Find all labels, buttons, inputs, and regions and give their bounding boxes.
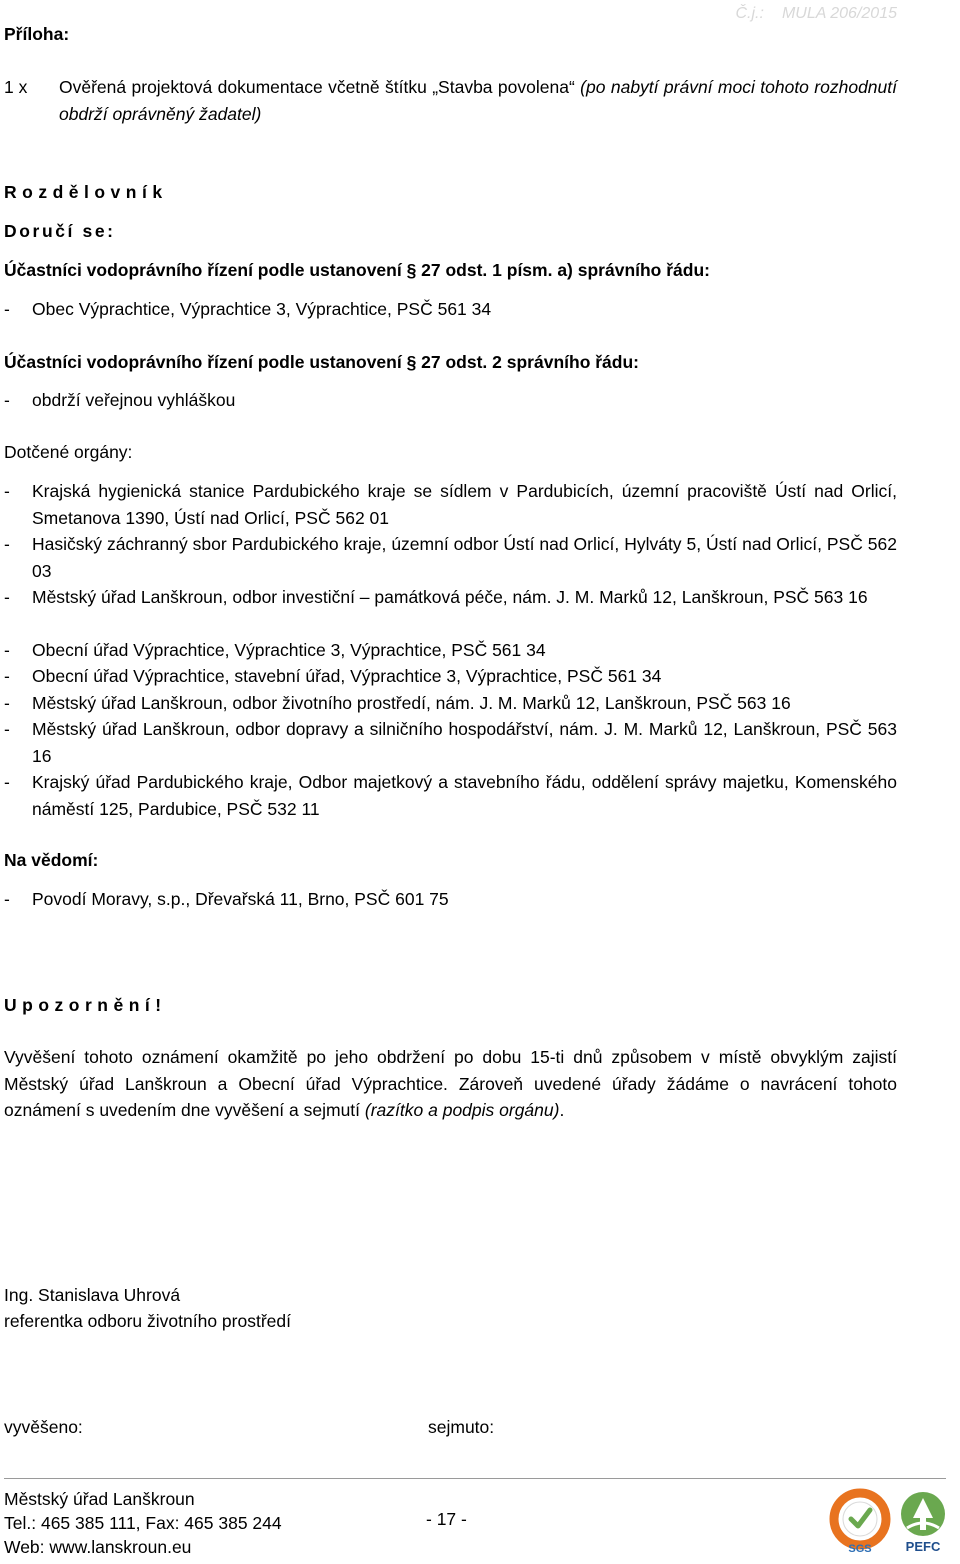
signature-name: Ing. Stanislava Uhrová (4, 1285, 181, 1305)
footer-divider (4, 1478, 946, 1479)
list-item: - Krajská hygienická stanice Pardubického kraje se sídlem v Pardubicích, územní pracoviště Ústí nad Orlicí, Smetanova 1390, Ústí nad Orlicí, PSČ 562 01 (4, 481, 897, 528)
priloha-heading: Příloha: (4, 24, 70, 44)
list-item: - Obecní úřad Výprachtice, Výprachtice 3, Výprachtice, PSČ 561 34 (4, 640, 546, 660)
signature-role: referentka odboru životního prostředí (4, 1311, 291, 1331)
dotcene-heading: Dotčené orgány: (4, 442, 133, 462)
upozorneni-text-italic: (razítko a podpis orgánu) (364, 1100, 560, 1120)
upozorneni-text-normal: Vyvěšení tohoto oznámení okamžitě po jeho obdržení po dobu 15-ti dnů způsobem v místě obvyklým zajistí Městský úřad Lanškroun a Obecní úřad Výprachtice. Zároveň uvedené úřady žádáme o navrácení tohoto oznámení s uvedením dne vyvěšení a sejmutí (4, 1047, 897, 1120)
list-item: - Obecní úřad Výprachtice, stavební úřad, Výprachtice 3, Výprachtice, PSČ 561 34 (4, 666, 662, 686)
list-item: - Městský úřad Lanškroun, odbor životního prostředí, nám. J. M. Marků 12, Lanškroun, PSČ 563 16 (4, 693, 791, 713)
priloha-text-normal: Ověřená projektová dokumentace včetně štítku „Stavba povolena“ (59, 77, 575, 97)
list-item: - Městský úřad Lanškroun, odbor dopravy a silničního hospodářství, nám. J. M. Marků 12, Lanškroun, PSČ 563 16 (4, 719, 897, 766)
list-item: - Hasičský záchranný sbor Pardubického kraje, územní odbor Ústí nad Orlicí, Hylváty 5, Ústí nad Orlicí, PSČ 562 03 (4, 534, 897, 581)
sejmuto-label: sejmuto: (428, 1417, 495, 1437)
priloha-text-italic: (po nabytí právní moci tohoto rozhodnutí obdrží oprávněný žadatel) (59, 77, 897, 124)
case-number-value: MULA 206/2015 (781, 5, 897, 22)
list-item: - Městský úřad Lanškroun, odbor investiční – památková péče, nám. J. M. Marků 12, Lanškroun, PSČ 563 16 (4, 587, 868, 607)
list-item: - Krajský úřad Pardubického kraje, Odbor majetkový a stavebního řádu, oddělení správy majetku, Komenského náměstí 125, Pardubice, PSČ 532 11 (4, 772, 897, 819)
page-number: - 17 - (426, 1509, 467, 1529)
sgs-logo-icon (827, 1488, 893, 1554)
group1-item: - Obec Výprachtice, Výprachtice 3, Výprachtice, PSČ 561 34 (4, 299, 492, 319)
pefc-logo-icon (893, 1488, 953, 1554)
vyveseno-label: vyvěšeno: (4, 1417, 83, 1437)
case-number-label: Č.j.: (735, 5, 764, 22)
footer-office: Městský úřad Lanškroun (4, 1489, 195, 1509)
priloha-text (59, 74, 897, 127)
upozorneni-text (4, 1044, 897, 1124)
navedomi-heading: Na vědomí: (4, 850, 99, 870)
footer-tel: Tel.: 465 385 111, Fax: 465 385 244 (4, 1513, 282, 1533)
doruci-se-heading: Doručí se: (4, 221, 116, 241)
group2-heading: Účastníci vodoprávního řízení podle ustanovení § 27 odst. 2 správního řádu: (4, 352, 639, 372)
footer-web: Web: www.lanskroun.eu (4, 1537, 192, 1557)
group2-item: - obdrží veřejnou vyhláškou (4, 390, 236, 410)
pefc-logo-text: PEFC (905, 1539, 941, 1554)
rozdelovnik-title: Rozdělovník (4, 182, 168, 202)
upozorneni-text-end: . (559, 1100, 565, 1120)
priloha-count: 1 x (4, 77, 28, 97)
upozorneni-title: Upozornění! (4, 995, 167, 1015)
case-number (736, 1, 898, 28)
navedomi-item: - Povodí Moravy, s.p., Dřevařská 11, Brno, PSČ 601 75 (4, 889, 449, 909)
group1-heading: Účastníci vodoprávního řízení podle ustanovení § 27 odst. 1 písm. a) správního řádu: (4, 260, 710, 280)
sgs-logo-text: SGS (848, 1543, 872, 1554)
